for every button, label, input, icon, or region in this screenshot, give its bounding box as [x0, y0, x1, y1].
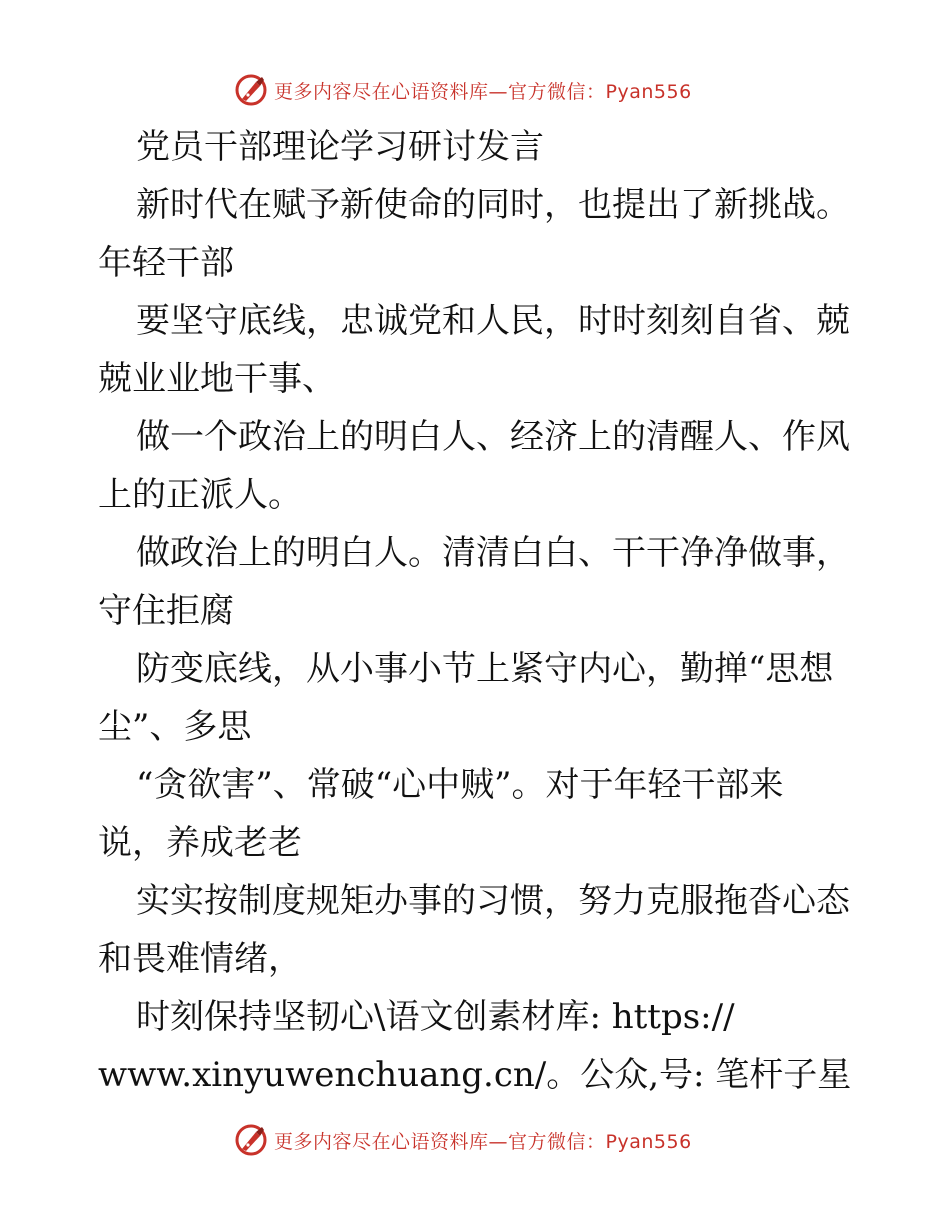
document-title: 党员干部理论学习研讨发言	[136, 127, 544, 167]
header-banner-text: 更多内容尽在心语资料库—官方微信：Pyan556	[274, 80, 692, 103]
paragraph-line: 尘”、多思	[98, 707, 252, 747]
document-body	[98, 118, 858, 1104]
header-banner	[234, 70, 714, 110]
paragraph-line: www.xinyuwenchuang.cn/。公众,号: 笔杆子星	[98, 1055, 852, 1095]
footer-banner	[234, 1120, 714, 1160]
paragraph-line: 守住拒腐	[98, 591, 234, 631]
paragraph-line: 年轻干部	[98, 243, 234, 283]
paragraph-line: 和畏难情绪，	[98, 939, 302, 979]
paragraph-line: 兢业业地干事、	[98, 359, 336, 399]
paragraph-line: 说，养成老老	[98, 823, 302, 863]
paragraph-line: 上的正派人。	[98, 475, 302, 515]
paragraph-line: 新时代在赋予新使命的同时，也提出了新挑战。	[136, 185, 850, 225]
paragraph-line: 时刻保持坚韧心\语文创素材库: https://	[136, 997, 735, 1037]
paragraph-line: 防变底线，从小事小节上紧守内心，勤掸“思想	[136, 649, 834, 689]
paragraph-line: 实实按制度规矩办事的习惯，努力克服拖沓心态	[136, 881, 850, 921]
footer-banner-text: 更多内容尽在心语资料库—官方微信：Pyan556	[274, 1130, 692, 1153]
pen-nib-logo-icon	[234, 1123, 268, 1157]
paragraph-line: 做政治上的明白人。清清白白、干干净净做事，	[136, 533, 850, 573]
paragraph-line: 要坚守底线，忠诚党和人民，时时刻刻自省、兢	[136, 301, 850, 341]
pen-nib-logo-icon	[234, 73, 268, 107]
paragraph-line: “贪欲害”、常破“心中贼”。对于年轻干部来	[136, 765, 784, 805]
paragraph-line: 做一个政治上的明白人、经济上的清醒人、作风	[136, 417, 850, 457]
